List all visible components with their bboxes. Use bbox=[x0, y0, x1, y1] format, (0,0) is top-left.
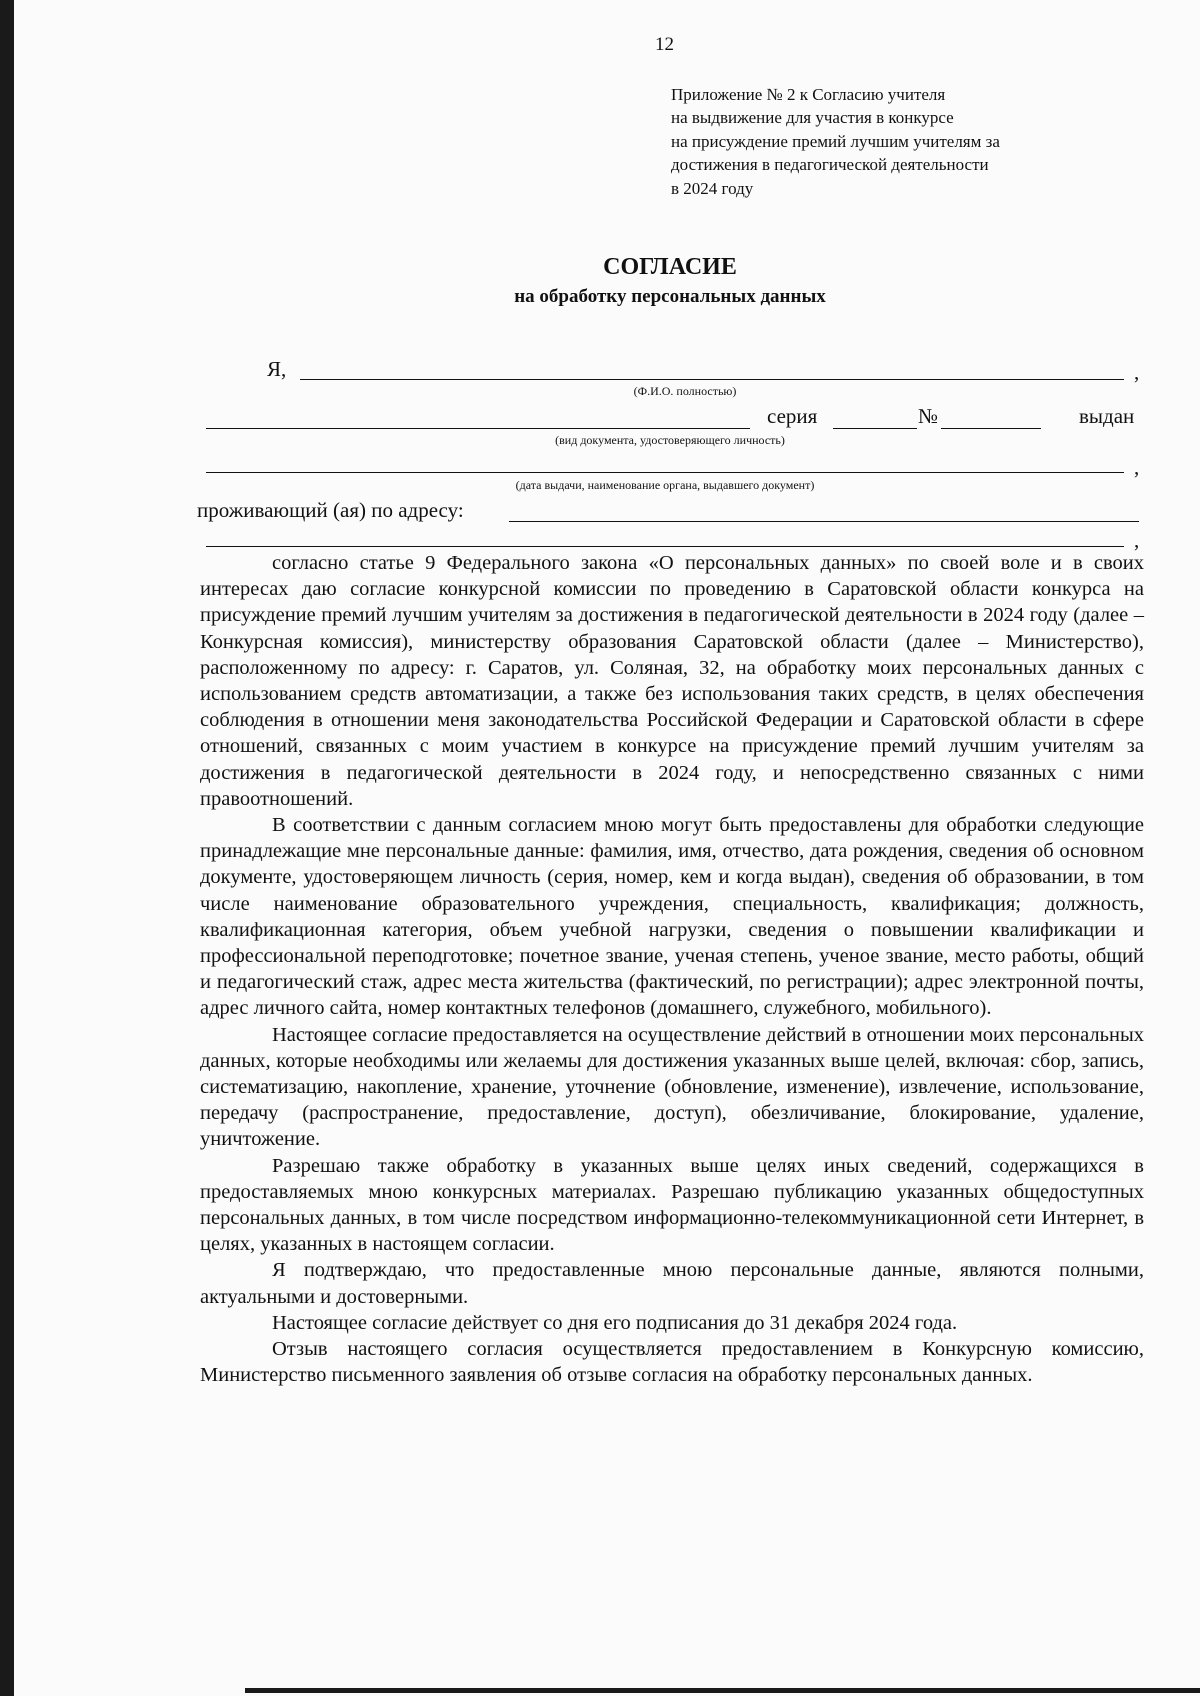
paragraph: Разрешаю также обработку в указанных выше целях иных сведений, содержащихся в предоставляемых мною конкурсных материалах. Разрешаю публикацию указанных общедоступных персональных данных, в том числе посредством информационно-телекоммуникационной сети Интернет, в целях, указанных в настоящем согласии. bbox=[200, 1154, 1144, 1256]
document-caption: (вид документа, удостоверяющего личность) bbox=[555, 433, 785, 447]
appendix-line: на выдвижение для участия в конкурсе bbox=[671, 108, 954, 128]
fio-field[interactable] bbox=[300, 379, 1124, 380]
address-comma: , bbox=[1134, 528, 1140, 552]
appendix-line: достижения в педагогической деятельности bbox=[671, 155, 989, 175]
document-subtitle: на обработку персональных данных bbox=[514, 286, 826, 307]
number-field[interactable] bbox=[941, 428, 1041, 429]
issue-comma: , bbox=[1134, 455, 1140, 479]
consent-body bbox=[200, 550, 1144, 1389]
address-label: проживающий (ая) по адресу: bbox=[197, 498, 464, 522]
document-title: СОГЛАСИЕ bbox=[603, 254, 737, 280]
address-field-continued[interactable] bbox=[206, 546, 1124, 547]
number-label: № bbox=[918, 404, 939, 428]
issue-details-field[interactable] bbox=[206, 472, 1124, 473]
paragraph: Я подтверждаю, что предоставленные мною персональные данные, являются полными, актуальными и достоверными. bbox=[200, 1259, 1144, 1308]
address-field[interactable] bbox=[509, 521, 1139, 522]
appendix-line: на присуждение премий лучшим учителям за bbox=[671, 131, 1000, 151]
fio-caption: (Ф.И.О. полностью) bbox=[633, 384, 737, 398]
paragraph: Настоящее согласие действует со дня его подписания до 31 декабря 2024 года. bbox=[272, 1311, 958, 1334]
appendix-line: в 2024 году bbox=[671, 178, 754, 198]
issue-caption: (дата выдачи, наименование органа, выдавшего документ) bbox=[515, 478, 815, 492]
paragraph: согласно статье 9 Федерального закона «О персональных данных» по своей воле и в своих интересах даю согласие конкурсной комиссии по проведению в Саратовской области конкурса на присуждение премий лучшим учителям за достижения в педагогической деятельности в 2024 году (далее – Конкурсная комиссия), министерству образования Саратовской области (далее – Министерство), расположенному по адресу: г. Саратов, ул. Соляная, 32, на обработку моих персональных данных с использованием средств автоматизации, а также без использования таких средств, в целях обеспечения соблюдения в отношении меня законодательства Российской Федерации и Саратовской области в сфере отношений, связанных с моим участием в конкурсе на присуждение премий лучшим учителям за достижения в педагогической деятельности в 2024 году, и непосредственно связанных с ними правоотношений. bbox=[200, 552, 1144, 810]
issued-label: выдан bbox=[1079, 404, 1135, 428]
appendix-line: Приложение № 2 к Согласию учителя bbox=[671, 85, 946, 104]
series-field[interactable] bbox=[833, 428, 917, 429]
ya-label: Я, bbox=[267, 357, 287, 381]
page-number: 12 bbox=[655, 34, 674, 55]
document-type-field[interactable] bbox=[206, 428, 750, 429]
appendix-note bbox=[671, 83, 1091, 200]
fio-comma: , bbox=[1134, 360, 1140, 384]
paragraph: Отзыв настоящего согласия осуществляется предоставлением в Конкурсную комиссию, Министерство письменного заявления об отзыве согласия на обработку персональных данных. bbox=[200, 1338, 1144, 1387]
paragraph: В соответствии с данным согласием мною могут быть предоставлены для обработки следующие принадлежащие мне персональные данные: фамилия, имя, отчество, дата рождения, сведения об основном документе, удостоверяющем личность (серия, номер, кем и когда выдан), сведения об образовании, в том числе наименование образовательного учреждения, специальность, квалификация; должность, квалификационная категория, объем учебной нагрузки, сведения о повышении квалификации и профессиональной переподготовке; почетное звание, ученая степень, ученое звание, место работы, общий и педагогический стаж, адрес места жительства (фактический, по регистрации); адрес электронной почты, адрес личного сайта, номер контактных телефонов (домашнего, служебного, мобильного). bbox=[200, 814, 1144, 1020]
scan-edge-bottom bbox=[245, 1688, 1200, 1693]
series-label: серия bbox=[767, 404, 818, 428]
paragraph: Настоящее согласие предоставляется на осуществление действий в отношении моих персональных данных, которые необходимы или желаемы для достижения указанных выше целей, включая: сбор, запись, систематизацию, накопление, хранение, уточнение (обновление, изменение), извлечение, использование, передачу (распространение, предоставление, доступ), обезличивание, блокирование, удаление, уничтожение. bbox=[200, 1023, 1144, 1151]
